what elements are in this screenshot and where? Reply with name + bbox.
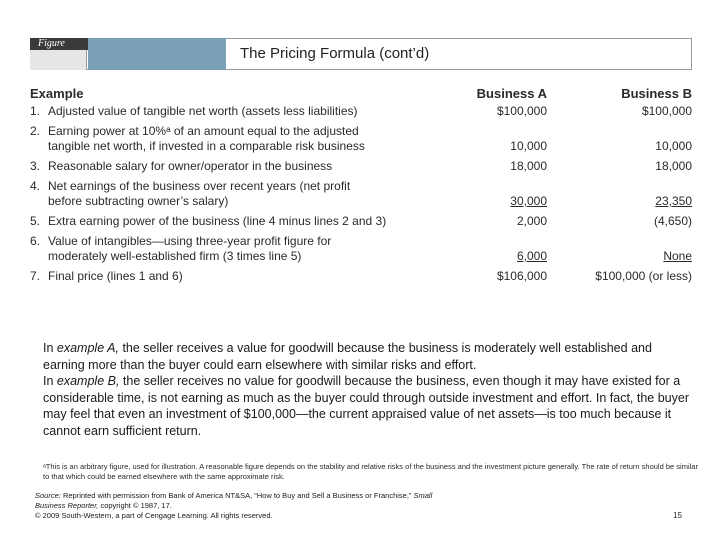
table-row [30, 269, 692, 289]
row-value-a: 30,000 [510, 194, 547, 208]
footnote: ᵃThis is an arbitrary figure, used for illustration. A reasonable figure depends on the stability and relative risks of the business and the investment picture generally. The rate of return should be similar to that which could be earned elsewhere with the same approximate risk. [43, 462, 698, 481]
row-value-b: 23,350 [655, 194, 692, 208]
table-row [30, 234, 692, 269]
header-example: Example [30, 86, 84, 101]
header-business-a: Business A [476, 86, 547, 101]
para-b-text: the seller receives no value for goodwill because the business, even though it may have existed for a considerable time, is not earning as much as the buyer could through outside investment and effort. In fact, the buyer may feel that even an investment of $100,000—the current appraised value of net assets—is too much because it cannot earn sufficient return. [43, 374, 689, 438]
row-description [48, 214, 442, 234]
row-value-b: None [663, 249, 692, 263]
row-value-b: 18,000 [655, 159, 692, 173]
table-row [30, 124, 692, 159]
row-desc-line: Net earnings of the business over recent years (net profit [48, 179, 351, 193]
row-description [48, 234, 442, 269]
row-value-a: $100,000 [496, 104, 547, 118]
row-desc-line: Earning power at 10%ᵃ of an amount equal to the adjusted [48, 124, 359, 138]
row-number: 1. [30, 104, 41, 118]
copyright-notice: © 2009 South-Western, a part of Cengage Learning. All rights reserved. [35, 511, 273, 520]
row-desc-line: Value of intangibles—using three-year profit figure for [48, 234, 332, 248]
row-description [48, 104, 442, 124]
row-value-a: $106,000 [496, 269, 547, 283]
pricing-example-table [30, 86, 692, 289]
row-description [48, 159, 442, 179]
row-desc-line: Final price (lines 1 and 6) [48, 269, 183, 283]
row-value-b: $100,000 [641, 104, 692, 118]
row-desc-line: before subtracting owner’s salary) [48, 194, 229, 208]
row-value-a: 2,000 [516, 214, 547, 228]
row-desc-line: Adjusted value of tangible net worth (assets less liabilities) [48, 104, 358, 118]
para-a-prefix: In [43, 341, 57, 355]
page-number: 15 [673, 511, 682, 520]
row-value-a: 18,000 [510, 159, 547, 173]
table-row [30, 104, 692, 124]
row-description [48, 269, 442, 289]
row-number: 5. [30, 214, 41, 228]
row-number: 3. [30, 159, 41, 173]
para-a-italic: example A, [56, 341, 119, 355]
row-number: 6. [30, 234, 41, 248]
row-number: 2. [30, 124, 41, 138]
row-number: 7. [30, 269, 41, 283]
table-row [30, 214, 692, 234]
row-desc-line: moderately well-established firm (3 times line 5) [48, 249, 302, 263]
para-a-text: the seller receives a value for goodwill because the business is moderately well established and earning more than the buyer could earn elsewhere with similar risks and effort. [43, 341, 652, 372]
para-b-italic: example B, [56, 374, 120, 388]
row-desc-line: tangible net worth, if invested in a comparable risk business [48, 139, 365, 153]
row-description [48, 124, 442, 159]
row-desc-line: Reasonable salary for owner/operator in the business [48, 159, 333, 173]
source-label: Source: [35, 491, 61, 500]
row-value-b: (4,650) [653, 214, 692, 228]
table-header-row [30, 86, 692, 104]
row-number: 4. [30, 179, 41, 193]
source-text: Reprinted with permission from Bank of America NT&SA, “How to Buy and Sell a Business or Franchise,” [60, 491, 414, 500]
para-b-prefix: In [43, 374, 57, 388]
table-row [30, 179, 692, 214]
table-row [30, 159, 692, 179]
row-value-a: 10,000 [510, 139, 547, 153]
explanation-paragraph-a [43, 340, 693, 373]
source-publication: Small Business Reporter, [35, 491, 433, 510]
explanation-paragraph-b [43, 373, 693, 439]
header-accent-bar [88, 38, 226, 70]
header-business-b: Business B [621, 86, 692, 101]
source-text-end: copyright © 1987, 17. [98, 501, 172, 510]
row-desc-line: Extra earning power of the business (line 4 minus lines 2 and 3) [48, 214, 387, 228]
explanation-text [43, 340, 693, 439]
row-value-b: $100,000 (or less) [595, 269, 692, 283]
page-title: The Pricing Formula (cont’d) [240, 45, 430, 62]
source-citation [35, 491, 455, 521]
row-value-a: 6,000 [516, 249, 547, 263]
figure-label: Figure [30, 38, 88, 50]
row-description [48, 179, 442, 214]
row-value-b: 10,000 [655, 139, 692, 153]
